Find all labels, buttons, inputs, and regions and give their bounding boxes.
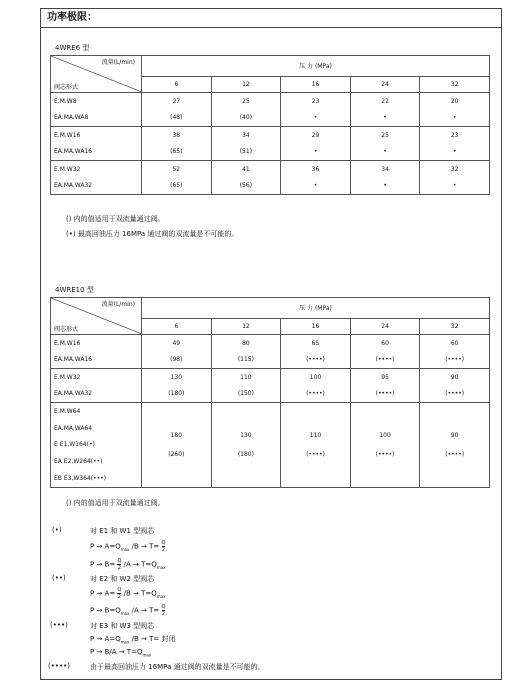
flow-value-cell: (150): [211, 386, 281, 403]
flow-value-cell: (40): [211, 110, 281, 127]
flow-value-cell: (51): [211, 144, 281, 161]
flow-value-cell: 22: [350, 93, 420, 110]
flow-value-cell: 80: [211, 335, 281, 352]
formula-2a: P → A= $\frac{Q}{2}$ $/B \to T=Q_{max}$: [90, 587, 166, 600]
formula-3b: $P \to B/A \to T=Q_{max}$: [90, 648, 152, 658]
footnote-text-2: 对 E2 和 W2 型阀芯: [90, 575, 155, 583]
flow-value-cell: •: [281, 144, 351, 161]
flow-value-double: (••••): [306, 451, 325, 458]
valve-type-cell: EA.MA.WA32: [51, 178, 142, 195]
valve-type-label: EB E3,W364(•••): [54, 475, 107, 483]
flow-value-cell: 110: [211, 369, 281, 386]
note-max-return: (•) 最高回油压力 16MPa 通过阀的双流量是不可能的。: [66, 230, 239, 238]
pressure-col: 6: [142, 318, 212, 334]
flow-value-cell: •: [281, 110, 351, 127]
flow-value-cell: (56): [211, 178, 281, 195]
flow-value-cell: (••••): [420, 352, 490, 369]
flow-value-cell: 34: [350, 161, 420, 178]
flow-value-cell: 25: [211, 93, 281, 110]
formula-3a: $P \to A=Q_{max}$ /B → T= 封闭: [90, 635, 176, 645]
table-4wre6: [50, 55, 490, 195]
flow-value-cell: 95: [350, 369, 420, 386]
flow-value-cell: 27: [142, 93, 212, 110]
flow-value-cell: •: [281, 178, 351, 195]
flow-value-cell: 49: [142, 335, 212, 352]
flow-value-cell: [142, 403, 212, 488]
flow-value-cell: •: [350, 144, 420, 161]
flow-value-cell: 23: [281, 93, 351, 110]
footnote-text-1: 对 E1 和 W1 型阀芯: [90, 527, 155, 535]
note-double-flow: () 内的值适用于双流量通过阀。: [66, 215, 165, 223]
flow-value-cell: (98): [142, 352, 212, 369]
flow-value-cell: 130: [142, 369, 212, 386]
flow-value-double: (••••): [375, 451, 395, 458]
table1-corner-cell: [51, 56, 142, 93]
footnote-mark-2: (••): [52, 574, 66, 582]
valve-type-label: EA E2,W264(••): [54, 458, 103, 466]
valve-label: 阀芯形式: [54, 326, 79, 333]
flow-value-cell: •: [420, 110, 490, 127]
flow-value-cell: [211, 403, 281, 488]
flow-value: 180: [170, 432, 183, 439]
flow-value-cell: (••••): [350, 352, 420, 369]
footnote-text-4: 由于最高回油压力 16MPa 通过阀的双流量是不可能的。: [90, 663, 265, 671]
table-row: [51, 369, 490, 386]
note-double-flow-2: () 内的值适用于双流量通过阀。: [66, 499, 165, 507]
flow-value-cell: 60: [350, 335, 420, 352]
flow-value-cell: (65): [142, 144, 212, 161]
table2-title: 4WRE10 型: [55, 286, 94, 294]
valve-type-cell: E.M.W32: [51, 369, 142, 386]
flow-value-cell: •: [420, 144, 490, 161]
flow-value-cell: (65): [142, 178, 212, 195]
flow-value-cell: (••••): [281, 352, 351, 369]
flow-value-cell: [420, 403, 490, 488]
flow-value: 90: [450, 432, 459, 439]
formula-1a: $P \to A=Q_{max}$ /B → T= $\frac{Q}{2}$: [90, 540, 166, 553]
footnote-text-3: 对 E3 和 W3 型阀芯: [90, 622, 155, 630]
flow-value-cell: 29: [281, 127, 351, 144]
table-row: [51, 403, 490, 488]
flow-value-cell: •: [350, 110, 420, 127]
flow-value-cell: 38: [142, 127, 212, 144]
valve-label: 阀芯形式: [54, 84, 79, 91]
flow-label: 流量(L/min): [101, 59, 135, 66]
valve-type-cell: EA.MA.WA16: [51, 144, 142, 161]
pressure-col: 6: [142, 76, 212, 92]
flow-value-cell: 25: [350, 127, 420, 144]
formula-1b: P → B= $\frac{Q}{2}$ $/A \to T=Q_{max}$: [90, 558, 166, 571]
flow-value-cell: 23: [420, 127, 490, 144]
table-row: [51, 144, 490, 161]
pressure-col: 32: [420, 76, 490, 92]
flow-value-cell: 36: [281, 161, 351, 178]
table-row: [51, 127, 490, 144]
flow-value-double: (260): [168, 451, 185, 458]
table-4wre10: [50, 297, 490, 488]
pressure-col: 24: [350, 318, 420, 334]
valve-type-cell: EA.MA.WA32: [51, 386, 142, 403]
table-row: [51, 161, 490, 178]
table-row: [51, 178, 490, 195]
pressure-col: 24: [350, 76, 420, 92]
pressure-header: 压 力 (MPa): [142, 56, 490, 77]
valve-type-cell: [51, 403, 142, 488]
valve-type-cell: EA.MA.WA16: [51, 352, 142, 369]
table-row: [51, 335, 490, 352]
footnote-mark-1: (•): [52, 526, 62, 534]
table-row: [51, 386, 490, 403]
flow-value-cell: 60: [420, 335, 490, 352]
flow-value-cell: 90: [420, 369, 490, 386]
flow-value-cell: (48): [142, 110, 212, 127]
flow-value-cell: •: [420, 178, 490, 195]
section-header: 功率极限：: [40, 8, 502, 28]
flow-value: 110: [309, 432, 322, 439]
flow-value: 130: [240, 432, 252, 439]
flow-value-cell: (••••): [420, 386, 490, 403]
table2-corner-cell: [51, 298, 142, 335]
flow-value-cell: •: [350, 178, 420, 195]
flow-value-cell: [281, 403, 351, 488]
valve-type-cell: E.M.W16: [51, 335, 142, 352]
footnote-mark-4: (••••): [48, 662, 70, 670]
pressure-col: 12: [211, 318, 281, 334]
flow-value-cell: 100: [281, 369, 351, 386]
valve-type-label: EA.MA.WA64: [54, 424, 93, 432]
valve-type-cell: E.M.W32: [51, 161, 142, 178]
flow-value-cell: 34: [211, 127, 281, 144]
valve-type-cell: E.M.W16: [51, 127, 142, 144]
flow-value-cell: (••••): [350, 386, 420, 403]
valve-type-cell: E.M.W8: [51, 93, 142, 110]
flow-value-cell: 52: [142, 161, 212, 178]
flow-value-cell: (180): [142, 386, 212, 403]
flow-value-cell: 20: [420, 93, 490, 110]
valve-type-label: E E1,W164(•): [54, 441, 95, 449]
valve-type-label: E.M.W64: [54, 407, 81, 415]
pressure-header: 压 力 (MPa): [142, 298, 490, 319]
flow-label: 流量(L/min): [101, 301, 135, 308]
footnote-mark-3: (•••): [50, 621, 68, 629]
flow-value-cell: (115): [211, 352, 281, 369]
flow-value-double: (180): [237, 451, 254, 458]
flow-value: 100: [379, 432, 391, 439]
pressure-col: 32: [420, 318, 490, 334]
flow-value-cell: 32: [420, 161, 490, 178]
table1-title: 4WRE6 型: [55, 44, 90, 52]
table-row: [51, 110, 490, 127]
flow-value-cell: 41: [211, 161, 281, 178]
formula-2b: $P \to B=Q_{max}$ /A → T= $\frac{Q}{2}$: [90, 604, 166, 617]
flow-value-cell: [350, 403, 420, 488]
pressure-col: 12: [211, 76, 281, 92]
flow-value-double: (••••): [445, 451, 465, 458]
flow-value-cell: (••••): [281, 386, 351, 403]
table-row: [51, 352, 490, 369]
table-row: [51, 93, 490, 110]
flow-value-cell: 65: [281, 335, 351, 352]
pressure-col: 16: [281, 318, 351, 334]
valve-type-cell: EA.MA.WA8: [51, 110, 142, 127]
pressure-col: 16: [281, 76, 351, 92]
